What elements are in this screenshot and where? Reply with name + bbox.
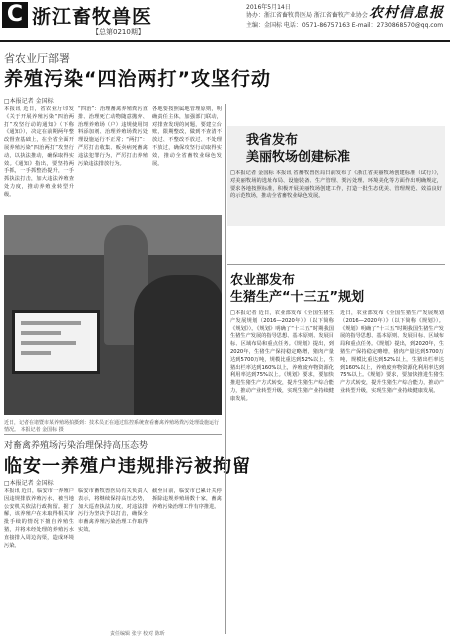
section-letter: C <box>2 2 28 28</box>
lead-column-3: 各地要按照属地管理原则，明确责任主体，加强部门联动，对排查发现的问题，要建立台账，限期整改，做到不查清不放过、不整改不放过、不处理不放过，确保攻坚行动取得实效，推动全省畜牧业绿色发展。 <box>152 106 222 167</box>
lead-column-1: 本报讯 近日，省农业厅印发《关于开展养殖污染“四治两打”攻坚行动的通知》（下称《通知》），决定在前期两年整改督查基础上，在全省全面开展养殖污染“四治两打”攻坚行动，以执法推动，确保取得实效。《通知》指出，要坚持两手抓，一手抓整治提升，一手抓执法打击，加大违法养殖查处力度，推动养殖业转型升级。 <box>4 106 74 198</box>
person-silhouette <box>134 275 222 415</box>
computer-monitor <box>12 310 100 374</box>
right-bottom-byline: □本报记者 <box>230 310 257 316</box>
news-photo <box>4 215 222 415</box>
right-bottom-text: 近日，农业部发布《全国生猪生产发展规划（2016—2020年）》（以下简称《规划》）。《规划》明确了“十三五”时期我国生猪生产发展的指导思想、基本原则、发展目标、区域布局和重点任务。《规划》提出，到2020年，生猪生产保持稳定略增，猪肉产量达到5700万吨，规模比重达到52%以上，生猪出栏率达到160%以上，养殖废弃物资源化利用率达到75%以上。《规划》要求，要加快推进生猪生产方式转变，提升生猪生产综合能力，推动产业转型升级，实现生猪产业持续健康发展。 <box>230 310 334 402</box>
footer-credit: 责任编辑 张宇 校对 陈昕 <box>110 631 165 637</box>
sponsor-line: 协办：浙江省畜牧兽医局 浙江省畜牧产业协会 <box>246 12 368 19</box>
second-column-1: 本报讯 近日，临安市一养殖户因违规排放养殖污水，被当地公安机关依法行政拘留。据了解，该养殖户在未取得相关审批手续的情况下擅自养殖生猪，并将未经处理的养殖污水直接排入周边沟渠，造成环境污染。 <box>4 488 74 549</box>
right-bottom-column-2: 近日，农业部发布《全国生猪生产发展规划（2016—2020年）》（以下简称《规划》）。《规划》明确了“十三五”时期我国生猪生产发展的指导思想、基本原则、发展目标、区域布局和重点任务。《规划》提出，到2020年，生猪生产保持稳定略增，猪肉产量达到5700万吨，规模比重达到52%以上，生猪出栏率达到160%以上，养殖废弃物资源化利用率达到75%以上。《规划》要求，要加快推进生猪生产方式转变，提升生猪生产综合能力，推动产业转型升级，实现生猪产业持续健康发展。 <box>340 310 444 394</box>
right-bottom-column-1 <box>230 310 334 628</box>
second-headline: 临安一养殖户违规排污被拘留 <box>4 456 251 477</box>
issue-number: 【总第0210期】 <box>92 28 145 36</box>
date-line: 2016年5月14日 <box>246 4 291 11</box>
headline-line: 我省发布 <box>246 133 299 148</box>
second-column-3: 截至目前，临安市已累计关停拆除违规养殖场数十家，畜禽养殖污染治理工作有序推进。 <box>152 488 222 510</box>
headline-line: 美丽牧场创建标准 <box>246 150 351 165</box>
column-divider <box>225 104 226 634</box>
right-top-body <box>230 170 442 222</box>
divider <box>227 264 445 265</box>
lead-column-2: “四治”：治理畜禽养殖粪污直排、治理死亡动物随意抛弃、治理养殖场（户）违规使用饲料添加剂、治理养殖场粪污处理设施运行不正常；“两打”：严厉打击收集、贩卖病死畜禽违法犯罪行为，严厉打击养殖污染违法排放行为。 <box>78 106 148 167</box>
second-kicker: 对畜禽养殖场污染治理保持高压态势 <box>4 441 149 451</box>
headline-line: 农业部发布 <box>230 273 296 288</box>
editor-line: 主编：金国标 电话：0571-86757163 E-mail：2730868570@qq.com <box>246 22 444 29</box>
right-top-text: 本报讯 省畜牧兽医局日前发布了《浙江省美丽牧场创建标准（试行）》，对美丽牧场的选址布局、设施装备、生产管理、粪污处理、环境美化等方面作出明确规定，要求各地按照标准，积极开展美丽牧场创建工作，打造一批生态优美、管理规范、效益良好的示范牧场，推动全省畜牧业绿色发展。 <box>230 170 442 200</box>
second-byline: □本报记者 金国标 <box>4 480 54 487</box>
page-header <box>0 0 450 42</box>
right-top-byline: □本报记者 金国标 <box>230 170 274 176</box>
lead-byline: □本报记者 金国标 <box>4 98 54 105</box>
lead-headline: 养殖污染“四治两打”攻坚行动 <box>4 68 271 90</box>
photo-caption: 近日，记者在诸暨市某养殖场拍摄到：技术员正在通过监控系统查看畜禽养殖场粪污处理设施运行情况。 本报记者 金国标 摄 <box>4 420 220 433</box>
section-title: 浙江畜牧兽医 <box>32 6 153 28</box>
right-top-headline <box>246 132 350 166</box>
divider <box>4 434 222 435</box>
lead-kicker: 省农业厅部署 <box>4 52 70 65</box>
right-bottom-headline <box>230 272 364 306</box>
newspaper-logo: 农村信息报 <box>369 5 444 21</box>
second-column-2: 临安市畜牧兽医局有关负责人表示，将继续保持高压态势，加大巡查执法力度，对违法排污行为坚决予以打击，确保全市畜禽养殖污染治理工作取得实效。 <box>78 488 148 533</box>
headline-line: 生猪生产“十三五”规划 <box>230 290 365 305</box>
